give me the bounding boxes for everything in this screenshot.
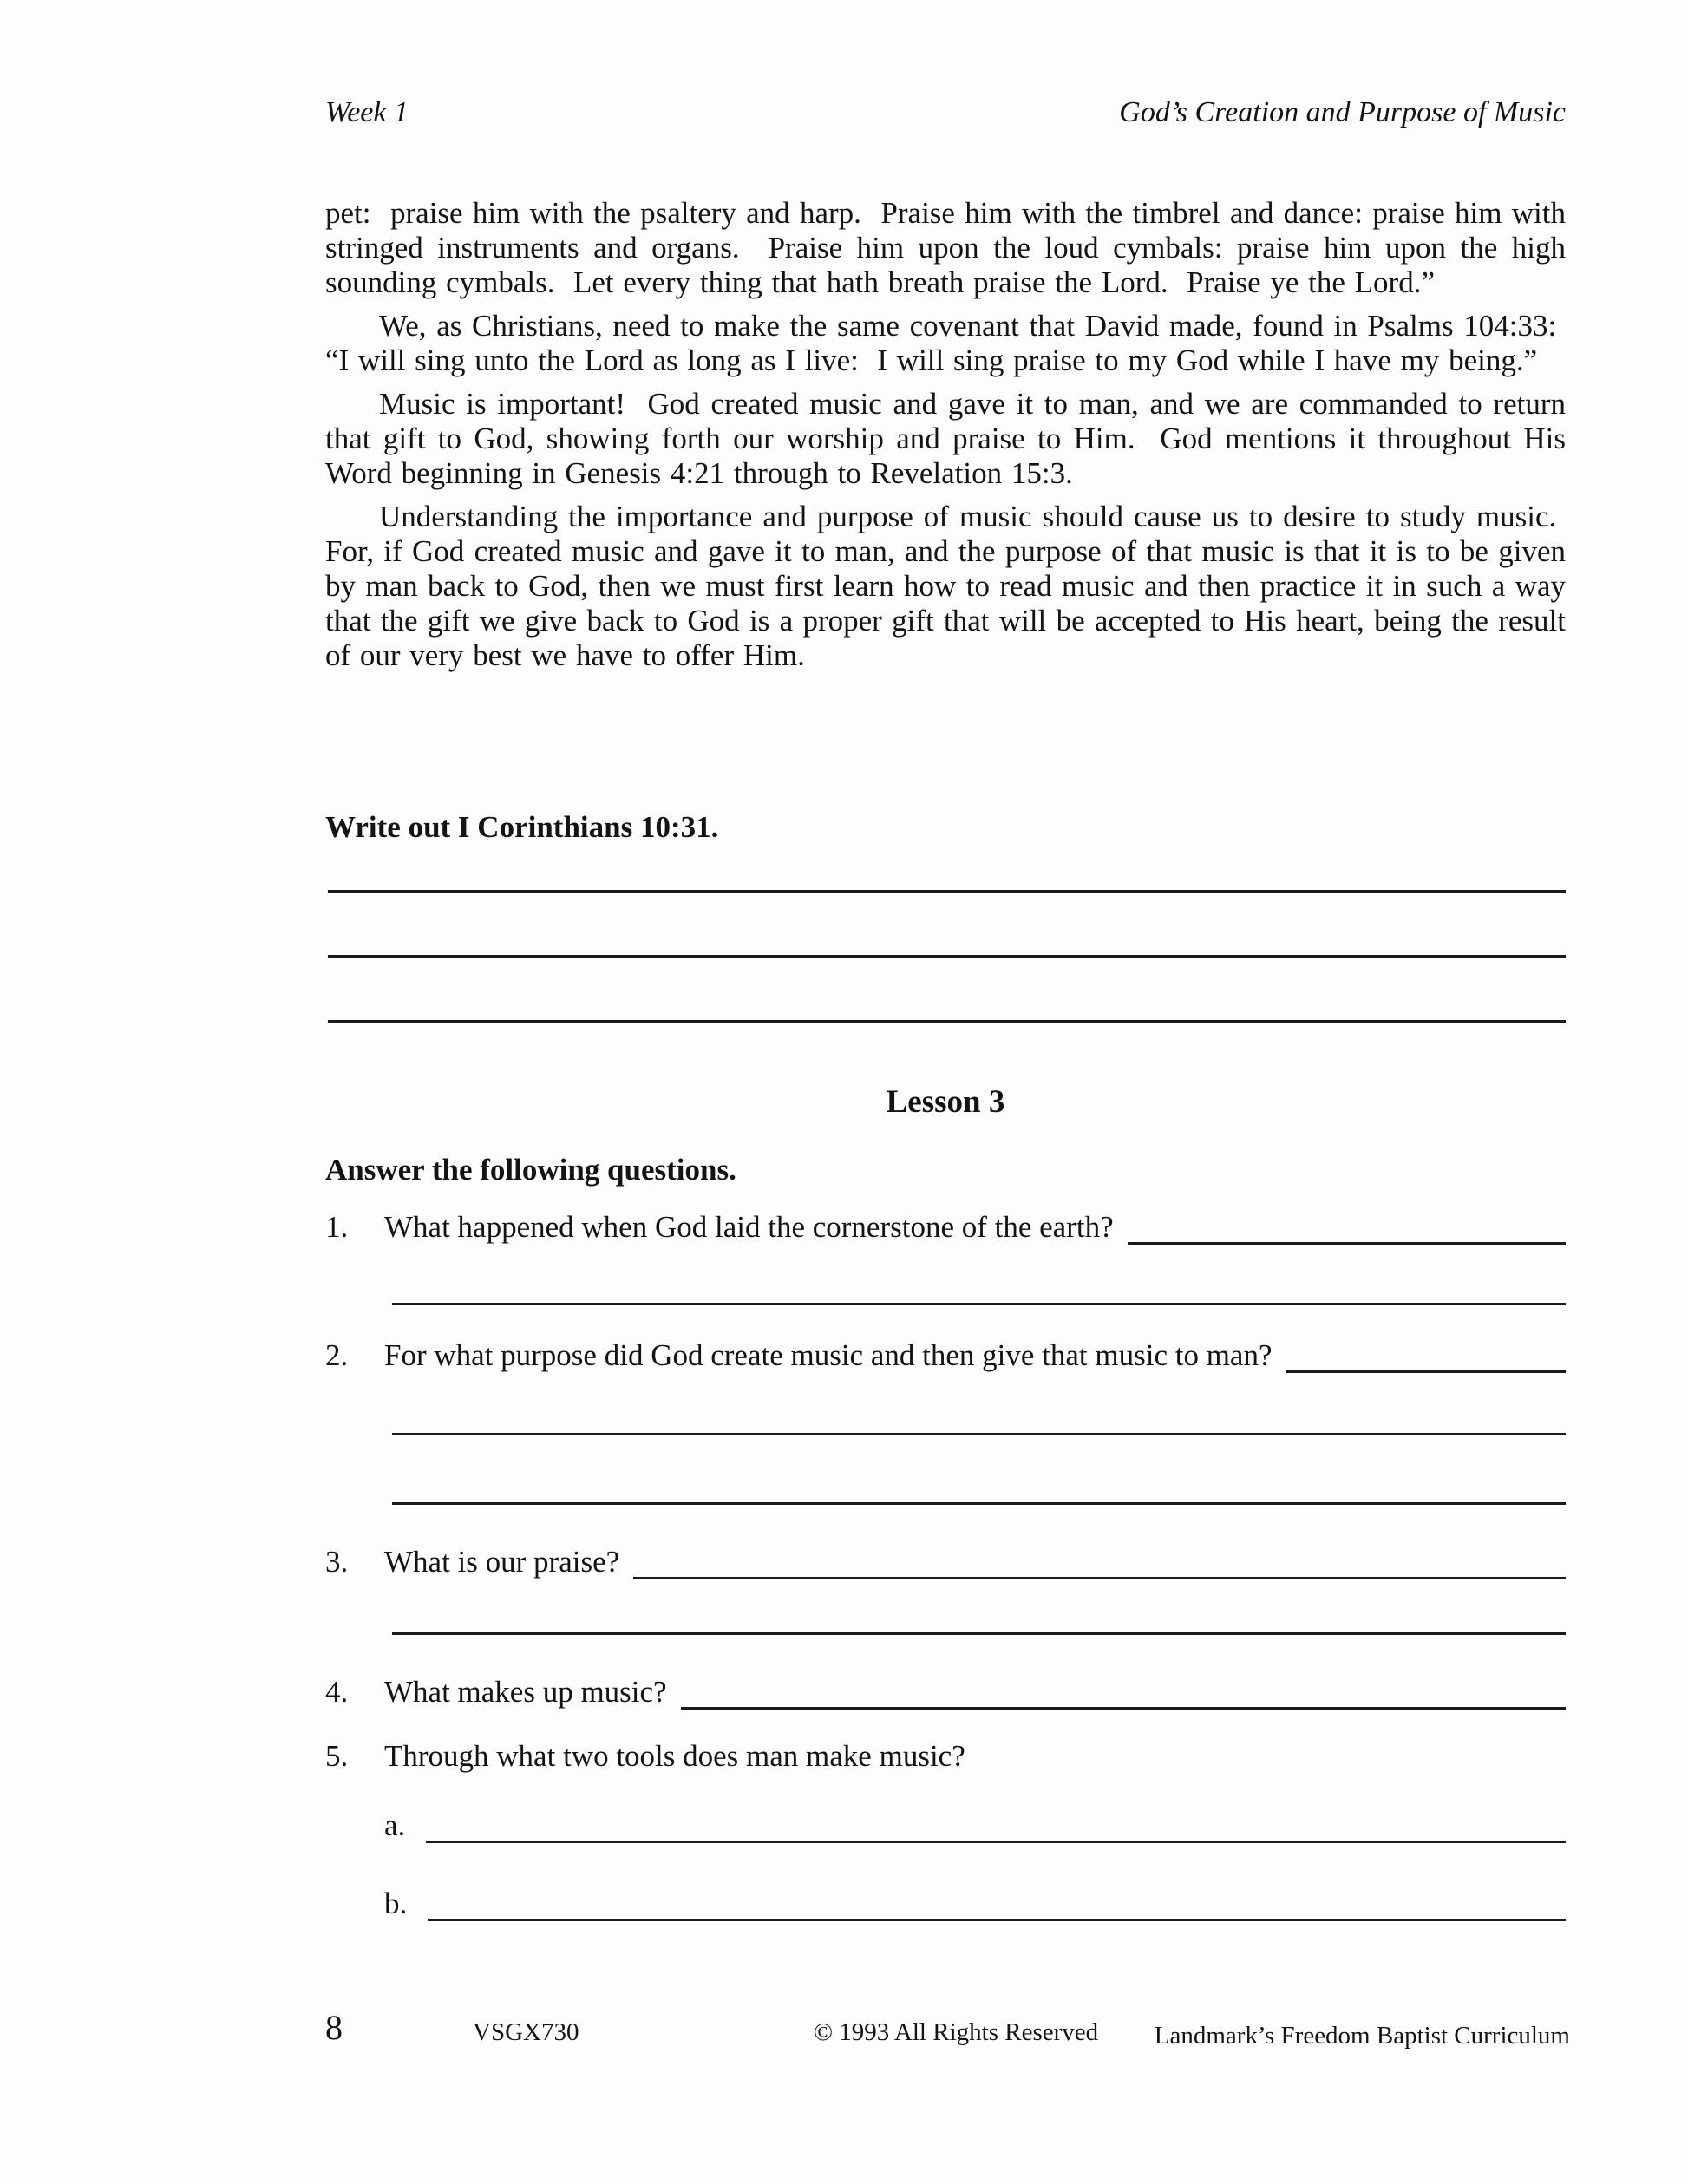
footer-copyright: © 1993 All Rights Reserved [814,2018,1099,2046]
answer-blank-line [1128,1242,1566,1245]
answer-blank-line [328,1020,1566,1023]
question-text: Through what two tools does man make music? [384,1739,965,1773]
question-number: 5. [325,1739,349,1773]
header-week-label: Week 1 [325,96,409,128]
question-text: What is our praise? [384,1545,620,1579]
question-row [325,1542,1566,1582]
answer-blank-line [392,1632,1566,1635]
questions-instruction: Answer the following questions. [325,1153,736,1187]
question-number: 2. [325,1338,349,1372]
footer-code: VSGX730 [473,2018,579,2046]
question-row [325,1207,1566,1247]
paragraph: We, as Christians, need to make the same covenant that David made, found in Psalms 104:33: “I will sing unto the Lord as long as I live: I will sing praise to my God while I have my being.” [325,309,1566,377]
answer-blank-line [328,955,1566,958]
footer-publisher: Landmark’s Freedom Baptist Curriculum [1154,2022,1570,2050]
answer-blank-line [681,1707,1566,1710]
footer-page-number: 8 [325,2008,343,2047]
question-text: What makes up music? [384,1675,667,1709]
paragraph: Music is important! God created music and gave it to man, and we are commanded to return that gift to God, showing forth our worship and praise to Him. God mentions it throughout His Word beginning in Genesis 4:21 through to Revelation 15:3. [325,387,1566,490]
header-chapter-title: God’s Creation and Purpose of Music [1119,96,1566,128]
answer-blank-line [392,1433,1566,1435]
question-row [325,1336,1566,1376]
answer-blank-line [1286,1370,1567,1373]
question-number: 4. [325,1675,349,1709]
answer-blank-line [633,1577,1566,1579]
answer-blank-line [392,1502,1566,1505]
page-header [325,95,1566,130]
answer-blank-line [392,1303,1566,1305]
answer-blank-line [426,1841,1566,1843]
body-text [325,196,1566,682]
question-number: 3. [325,1545,349,1579]
subanswer-label: a. [384,1808,406,1842]
write-out-heading: Write out I Corinthians 10:31. [325,810,719,844]
subanswer-label: b. [384,1886,408,1920]
question-number: 1. [325,1210,349,1244]
answer-blank-line [328,890,1566,893]
question-row [325,1672,1566,1712]
paragraph: pet: praise him with the psaltery and harp. Praise him with the timbrel and dance: praise him with stringed instruments and organs. Praise him upon the loud cymbals: praise him upon the high sounding cymbals. Let every thing that hath breath praise the Lord. Praise ye the Lord.” [325,196,1566,299]
question-text: For what purpose did God create music and then give that music to man? [384,1338,1273,1372]
question-row [325,1736,1566,1776]
question-text: What happened when God laid the cornerstone of the earth? [384,1210,1114,1244]
subanswer-row [384,1884,1566,1924]
lesson-title: Lesson 3 [886,1084,1005,1120]
answer-blank-line [428,1919,1566,1921]
subanswer-row [384,1806,1566,1846]
paragraph: Understanding the importance and purpose of music should cause us to desire to study music. For, if God created music and gave it to man, and the purpose of that music is that it is to be given by man back to God, then we must first learn how to read music and then practice it in such a way that the gift we give back to God is a proper gift that will be accepted to His heart, being the result of our very best we have to offer Him. [325,500,1566,672]
